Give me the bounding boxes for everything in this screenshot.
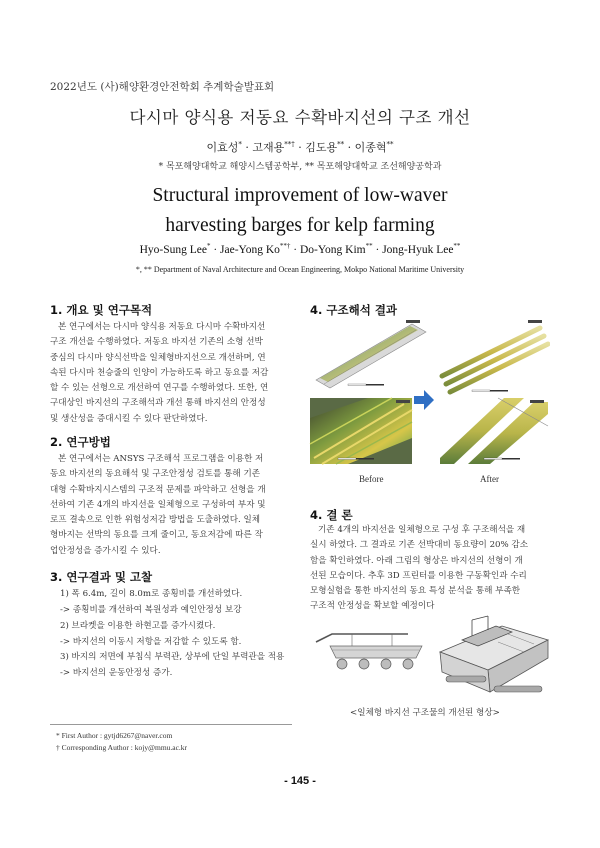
before-overview-model — [316, 320, 426, 388]
author-2-mark: **† — [284, 140, 295, 149]
author-separator: · — [372, 244, 383, 256]
body-line: 동요 바지선의 동요해석 및 구조안정성 검토를 통해 기존 — [50, 469, 261, 480]
footnote-text: Corresponding Author : kojy@mmu.ac.kr — [61, 743, 188, 752]
body-line: 선하여 기존 4개의 바지선을 일체형으로 구성하여 부자 및 — [50, 499, 266, 510]
author-1-mark: * — [206, 242, 211, 251]
result-item: 3) 바지의 저면에 부침식 부력관, 상부에 단일 부력관을 적용 — [60, 652, 285, 662]
footnote-mark: † — [56, 743, 60, 752]
author-3: Do-Yong Kim — [300, 244, 366, 256]
korean-authors — [0, 139, 600, 155]
body-line: 형바지는 선박의 동요를 크게 줄이고, 동요저감에 따른 작 — [50, 530, 263, 541]
after-overview-model — [442, 320, 548, 392]
author-4-mark: ** — [453, 242, 461, 251]
body-line: 속된 다시마 천승줄의 인양이 가능하도록 하고 동요를 저감 — [50, 367, 269, 378]
author-separator: · — [290, 244, 300, 256]
section-1-body — [50, 320, 292, 427]
body-line: 업안정성을 증가시킬 수 있다. — [50, 545, 161, 556]
footnote-divider — [50, 724, 292, 725]
author-separator: · — [241, 141, 253, 154]
korean-title: 다시마 양식용 저동요 수확바지선의 구조 개선 — [129, 108, 471, 127]
author-4: Jong-Hyuk Lee — [382, 244, 454, 256]
section-2-heading: 2. 연구방법 — [50, 435, 111, 449]
improved-barge-illustration — [312, 612, 550, 700]
author-1: Hyo-Sung Lee — [139, 244, 207, 256]
figure-caption: <일체형 바지선 구조물의 개선된 형상> — [350, 708, 500, 718]
barge-side-view — [316, 634, 422, 669]
author-3: 김도용 — [305, 141, 338, 154]
author-1-mark: * — [238, 140, 242, 149]
before-detail-model — [310, 398, 412, 464]
author-separator: · — [210, 244, 221, 256]
body-line: 기존 4개의 바지선을 일체형으로 구성 후 구조해석을 재 — [318, 525, 526, 535]
corresponding-author-footnote — [56, 743, 187, 752]
english-authors — [0, 244, 600, 256]
section-5-heading: 4. 결 론 — [310, 508, 353, 522]
author-4-mark: ** — [386, 140, 394, 149]
result-item: -> 종횡비를 개선하여 복원성과 예인안정성 보강 — [60, 605, 242, 615]
section-5-body — [310, 523, 552, 615]
body-line: 실시 하였다. 그 결과로 기존 선박대비 동요량이 20% 감소 — [310, 540, 529, 551]
author-2: Jae-Yong Ko — [220, 244, 280, 256]
english-affiliation: *, ** Department of Naval Architecture and Ocean Engineering, Mokpo National Maritime University — [135, 265, 465, 274]
author-2: 고재용 — [252, 141, 285, 154]
structural-analysis-figure — [308, 318, 550, 468]
result-item: 1) 폭 6.4m, 길이 8.0m로 종횡비를 개선하였다. — [60, 589, 243, 599]
result-item: 2) 브라켓을 이용한 하현고를 증가시켰다. — [60, 621, 216, 631]
author-3-mark: ** — [365, 242, 373, 251]
body-line: 구조 개선을 수행하였다. 저동요 바지선 기존의 소형 선박 — [50, 337, 263, 348]
body-line: 및 생산성을 증대시킬 수 있다 판단하였다. — [50, 413, 208, 424]
section-3-heading: 3. 연구결과 및 고찰 — [50, 570, 153, 584]
body-line: 구조적 안정성을 확보할 예정이다 — [310, 601, 435, 612]
before-label: Before — [359, 474, 384, 484]
after-detail-model — [440, 398, 548, 464]
body-line: 본 연구에서는 ANSYS 구조해석 프로그램을 이용한 저 — [58, 454, 264, 464]
body-line: 대형 수확바지시스템의 구조적 문제를 파악하고 선형을 개 — [50, 484, 266, 495]
body-line: 선된 모습이다. 추후 3D 프린터를 이용한 구동확인과 수리 — [310, 570, 527, 581]
page-number: - 145 - — [284, 775, 316, 787]
body-line: 모형실험을 통한 바지선의 동요 특성 분석을 통해 부족한 — [310, 586, 521, 597]
author-separator: · — [294, 141, 306, 154]
section-2-body — [50, 452, 292, 559]
conference-header: 2022년도 (사)해양환경안전학회 추계학술발표회 — [50, 81, 275, 93]
author-1: 이효성 — [206, 141, 239, 154]
body-line: 로프 결속으로 인한 위험성저감 방법을 도출하였다. 일체 — [50, 515, 261, 526]
before-after-arrow — [414, 390, 434, 410]
english-title-line-2: harvesting barges for kelp farming — [165, 215, 435, 236]
author-2-mark: **† — [279, 242, 291, 251]
barge-3d-view — [440, 616, 548, 692]
body-line: 본 연구에서는 다시마 양식용 저동요 다시마 수확바지선 — [58, 322, 266, 332]
english-title-line-1: Structural improvement of low-waver — [152, 185, 448, 206]
author-4: 이종혁 — [354, 141, 387, 154]
footnote-text: First Author : gytjd6267@naver.com — [61, 731, 173, 740]
body-line: 함을 확인하였다. 아래 그림의 형상은 바지선의 선형이 개 — [310, 555, 523, 566]
body-line: 구대상인 바지선의 구조해석과 개선 통해 바지선의 안정성 — [50, 398, 266, 409]
korean-affiliation: * 목포해양대학교 해양시스템공학부, ** 목포해양대학교 조선해양공학과 — [158, 162, 442, 172]
result-item: -> 바지선의 이동시 저항을 저감할 수 있도록 함. — [60, 637, 242, 647]
section-1-heading: 1. 개요 및 연구목적 — [50, 303, 153, 317]
body-line: 중심의 다시마 양식선박을 일체형바지선으로 개선하며, 연 — [50, 352, 266, 363]
footnote-mark: * — [56, 731, 60, 740]
author-separator: · — [344, 141, 355, 154]
english-title — [0, 181, 600, 241]
body-line: 할 수 있는 선형으로 개선하여 연구를 수행하였다. 또한, 연 — [50, 383, 269, 394]
result-item: -> 바지선의 운동안정성 증가. — [60, 668, 173, 678]
author-3-mark: ** — [337, 140, 345, 149]
section-4-heading: 4. 구조해석 결과 — [310, 303, 398, 317]
after-label: After — [480, 474, 499, 484]
first-author-footnote — [56, 731, 172, 740]
